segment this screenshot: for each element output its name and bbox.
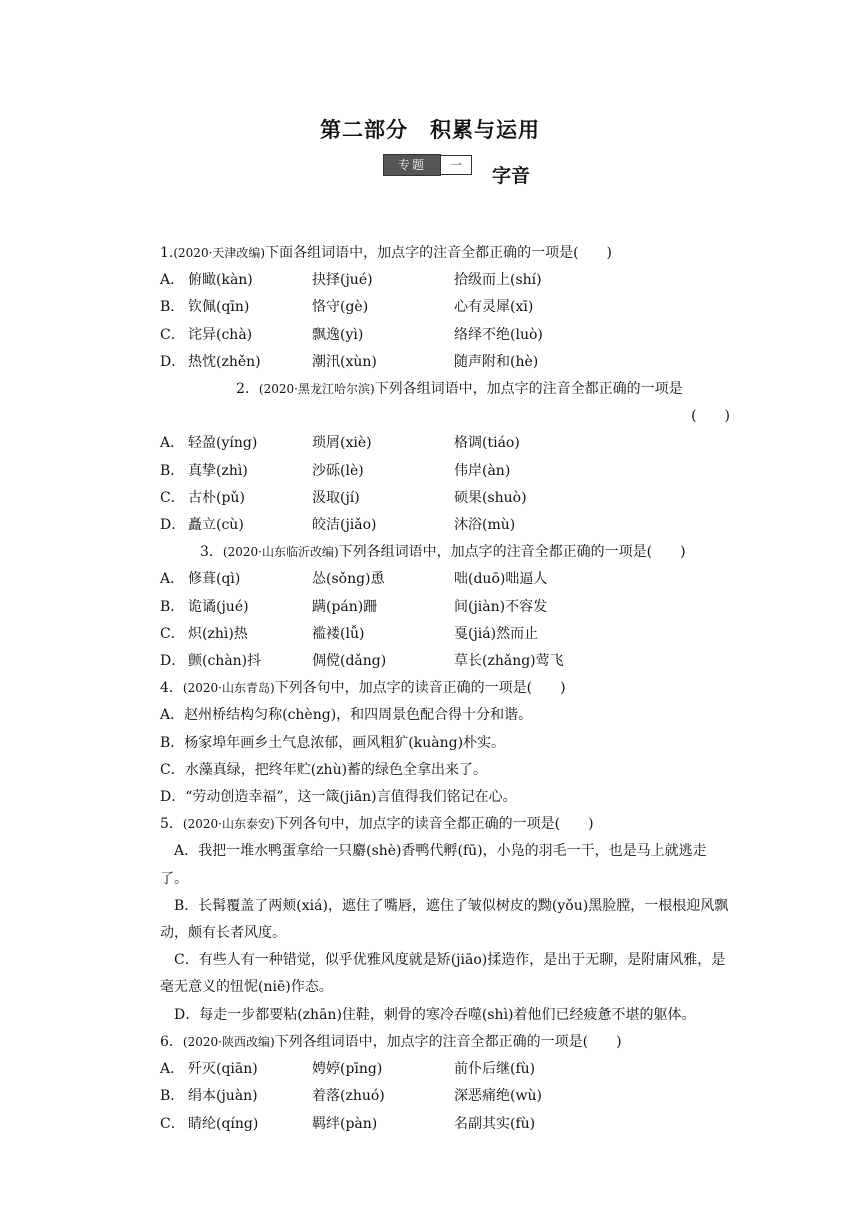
question [160,675,730,811]
badge-label: 专题 [383,154,441,176]
option-sentence: D．“劳动创造幸福”，这一箴(jiān)言值得我们铭记在心。 [160,789,517,806]
question-stem: 5．(2020·山东泰安)下列各句中，加点字的读音全都正确的一项是( ) [160,816,594,833]
option-row: D． 颤(chàn)抖 倜傥(dǎng) 草长(zhǎng)莺飞 [160,653,564,670]
question [160,1029,730,1138]
option-row: A． 修葺(qì) 怂(sǒng)恿 咄(duō)咄逼人 [160,571,548,588]
option-row: C． 睛纶(qíng) 羁绊(pàn) 名副其实(fù) [160,1115,536,1132]
option-row: B． 真挚(zhì) 沙砾(lè) 伟岸(àn) [160,462,511,479]
option-row: C． 炽(zhì)热 褴褛(lǚ) 戛(jiá)然而止 [160,625,539,642]
question [160,811,730,1029]
option-sentence: A．赵州桥结构匀称(chèng)，和四周景色配合得十分和谐。 [160,707,533,724]
question-list [160,240,730,1138]
option-row: B． 钦佩(qīn) 恪守(gè) 心有灵犀(xī) [160,299,534,316]
topic-badge [383,154,472,176]
option-sentence: D．每走一步都要粘(zhān)住鞋，刺骨的寒冷吞噬(shì)着他们已经疲惫不堪的躯体。 [174,1006,696,1023]
option-row: A． 轻盈(yíng) 琐屑(xiè) 格调(tiáo) [160,435,520,452]
badge-number: 一 [441,155,472,175]
option-sentence: B．长髯覆盖了两颊(xiá)，遮住了嘴唇，遮住了皱似树皮的黝(yǒu)黑脸膛，一根根迎风飘动，颇有长者风度。 [160,897,729,942]
option-row: B． 绢本(juàn) 着落(zhuó) 深恶痛绝(wù) [160,1088,542,1105]
option-row: C． 诧异(chà) 飘逸(yì) 络绎不绝(luò) [160,326,543,343]
topic-title: 字音 [492,165,531,187]
question-stem: 6．(2020·陕西改编)下列各组词语中，加点字的注音全都正确的一项是( ) [160,1033,622,1050]
question-stem: 1.(2020·天津改编)下面各组词语中，加点字的注音全都正确的一项是( ) [160,245,613,261]
question [160,240,730,376]
option-row: C． 古朴(pǔ) 汲取(jí) 硕果(shuò) [160,489,527,506]
question-stem: 4．(2020·山东青岛)下列各句中，加点字的读音正确的一项是( ) [160,680,566,697]
page-title: 第二部分 积累与运用 [320,117,540,142]
option-row: A． 歼灭(qiān) 娉婷(pīng) 前仆后继(fù) [160,1061,536,1078]
option-sentence: A．我把一堆水鸭蛋拿给一只麝(shè)香鸭代孵(fū)，小凫的羽毛一干，也是马上就逃走了。 [160,843,707,887]
option-row: A． 俯瞰(kàn) 抉择(jué) 拾级而上(shí) [160,272,542,289]
question [160,539,730,675]
option-row: D． 矗立(cù) 皎洁(jiǎo) 沐浴(mù) [160,517,516,534]
option-row: B． 诡谲(jué) 蹒(pán)跚 间(jiàn)不容发 [160,598,548,615]
option-sentence: B．杨家埠年画乡土气息浓郁，画风粗犷(kuàng)朴实。 [160,734,506,751]
question [160,376,730,539]
question-stem: 2．(2020·黑龙江哈尔滨)下列各组词语中，加点字的注音全都正确的一项是 [236,381,683,398]
question-stem: 3．(2020·山东临沂改编)下列各组词语中，加点字的注音全都正确的一项是( ) [200,544,686,561]
option-sentence: C．有些人有一种错觉，似乎优雅风度就是矫(jiāo)揉造作，是出于无聊，是附庸风雅，是毫无意义的忸怩(niē)作态。 [160,952,726,996]
option-row: D． 热忱(zhěn) 潮汛(xùn) 随声附和(hè) [160,353,539,370]
answer-paren: ( ) [691,408,730,425]
option-sentence: C．水藻真绿，把终年贮(zhù)蓄的绿色全拿出来了。 [160,761,488,778]
